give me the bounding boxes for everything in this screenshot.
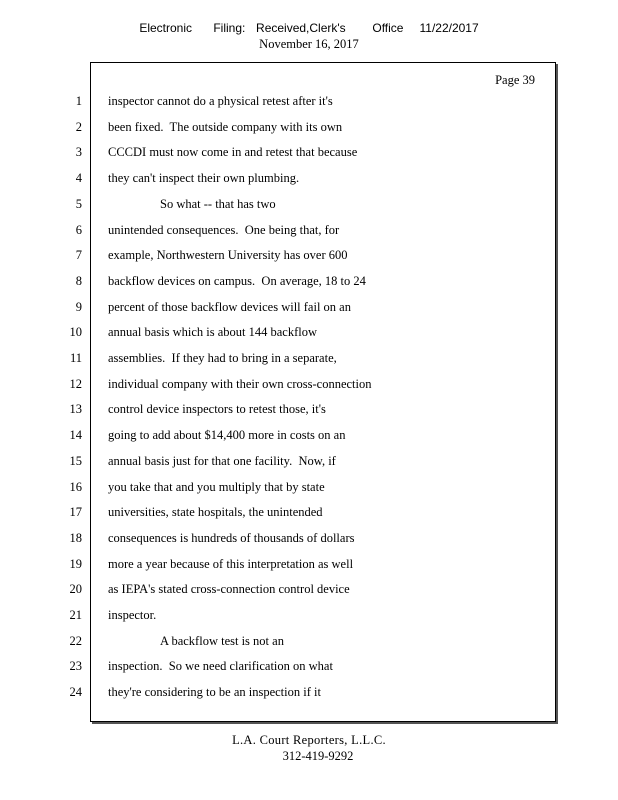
line-text: CCCDI must now come in and retest that because — [108, 145, 358, 159]
line-number: 16 — [69, 480, 82, 494]
line-number: 20 — [69, 582, 82, 596]
line-text: individual company with their own cross-connection — [108, 377, 372, 391]
line-number: 23 — [69, 659, 82, 673]
line-number: 2 — [75, 120, 82, 134]
line-text: inspector. — [108, 608, 157, 622]
line-number: 19 — [69, 557, 82, 571]
reporter-company: L.A. Court Reporters, L.L.C. — [232, 733, 386, 747]
line-text: example, Northwestern University has over 600 — [108, 248, 348, 262]
reporter-phone: 312-419-9292 — [282, 749, 354, 763]
line-number: 14 — [69, 428, 82, 442]
line-text: going to add about $14,400 more in costs on an — [108, 428, 346, 442]
line-number: 3 — [75, 145, 82, 159]
line-text: backflow devices on campus. On average, 18 to 24 — [108, 274, 366, 288]
line-number: 21 — [69, 608, 82, 622]
line-text: been fixed. The outside company with its own — [108, 120, 343, 134]
line-text: control device inspectors to retest those, it's — [108, 402, 326, 416]
line-number: 10 — [69, 325, 82, 339]
line-text: assemblies. If they had to bring in a separate, — [108, 351, 337, 365]
line-number: 18 — [69, 531, 82, 545]
line-number: 24 — [69, 685, 82, 699]
line-number: 11 — [69, 351, 82, 365]
line-text: they're considering to be an inspection if it — [108, 685, 321, 699]
line-text: they can't inspect their own plumbing. — [108, 171, 300, 185]
line-text: inspector cannot do a physical retest after it's — [108, 94, 333, 108]
line-text: unintended consequences. One being that, for — [108, 223, 340, 237]
page-number: Page 39 — [495, 73, 535, 87]
line-text: So what -- that has two — [160, 197, 276, 211]
line-text: consequences is hundreds of thousands of dollars — [108, 531, 355, 545]
line-number: 9 — [75, 300, 82, 314]
line-number: 7 — [75, 248, 82, 262]
line-number: 5 — [75, 197, 82, 211]
transcript-page-frame — [90, 62, 556, 722]
line-number: 12 — [69, 377, 82, 391]
transcript-date: November 16, 2017 — [259, 37, 359, 51]
line-text: you take that and you multiply that by state — [108, 480, 325, 494]
line-text: inspection. So we need clarification on what — [108, 659, 333, 673]
line-text: universities, state hospitals, the unintended — [108, 505, 323, 519]
line-number: 1 — [75, 94, 82, 108]
line-number: 15 — [69, 454, 82, 468]
filing-stamp: Electronic Filing: Received,Clerk's Office 11/22/2017 — [139, 21, 479, 35]
line-number: 8 — [75, 274, 82, 288]
line-text: as IEPA's stated cross-connection control device — [108, 582, 350, 596]
line-number: 13 — [69, 402, 82, 416]
line-number: 4 — [75, 171, 82, 185]
line-text: annual basis which is about 144 backflow — [108, 325, 317, 339]
line-number: 22 — [69, 634, 82, 648]
line-text: annual basis just for that one facility. Now, if — [108, 454, 336, 468]
line-text: percent of those backflow devices will fail on an — [108, 300, 351, 314]
line-number: 6 — [75, 223, 82, 237]
line-text: A backflow test is not an — [160, 634, 284, 648]
line-number: 17 — [69, 505, 82, 519]
line-text: more a year because of this interpretation as well — [108, 557, 354, 571]
